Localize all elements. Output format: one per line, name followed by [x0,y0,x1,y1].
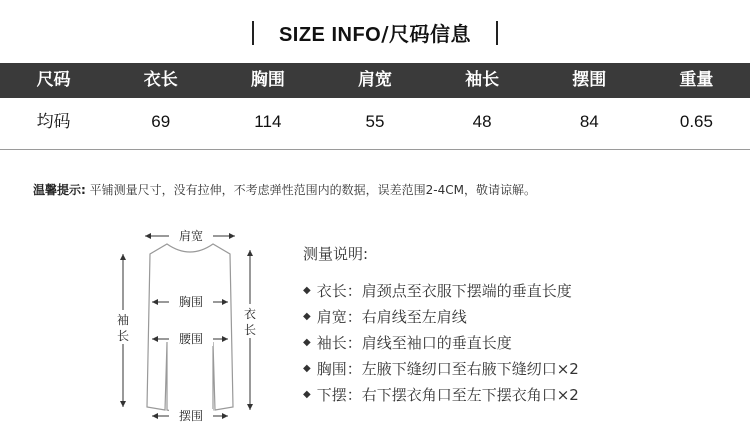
header-cell-chest: 胸围 [250,70,285,90]
tip-text: 平铺测量尺寸，没有拉伸，不考虑弹性范围内的数据，误差范围2-4CM，敬请谅解。 [85,183,536,197]
list-item [303,278,579,304]
tip-note [33,181,536,198]
header-cell-hem: 摆围 [572,70,607,90]
title-en: SIZE INFO [278,24,382,46]
list-item [303,356,579,382]
size-table-header [0,63,750,98]
title-divider-right [496,21,498,45]
title-cn: /尺码信息 [381,22,472,46]
explain-item-hem: 下摆：右下摆衣角口至左下摆衣角口×2 [316,386,579,404]
cell-hem: 84 [579,112,599,131]
label-chest: 胸围 [178,295,204,309]
label-sleeve-2: 长 [116,329,130,343]
cell-size: 均码 [36,112,71,131]
header-cell-weight: 重量 [679,70,714,90]
diamond-bullet-icon: ◆ [303,336,311,348]
list-item [303,382,579,408]
header-cell-size: 尺码 [36,70,71,90]
cell-shoulder: 55 [365,112,385,131]
explain-item-sleeve: 袖长：肩线至袖口的垂直长度 [316,334,512,352]
diamond-bullet-icon: ◆ [303,310,311,322]
header-cell-length: 衣长 [143,70,178,90]
diamond-bullet-icon: ◆ [303,362,311,374]
label-sleeve-1: 袖 [116,313,130,327]
measurement-diagram [105,222,275,427]
header-cell-sleeve: 袖长 [465,70,500,90]
header-cell-shoulder: 肩宽 [357,70,392,90]
explain-item-chest: 胸围：左腋下缝纫口至右腋下缝纫口×2 [316,360,579,378]
measurement-explanation [303,243,579,408]
label-shoulder: 肩宽 [178,229,204,243]
cell-weight: 0.65 [679,112,713,131]
label-length-1: 衣 [243,307,257,321]
list-item [303,304,579,330]
diamond-bullet-icon: ◆ [303,388,311,400]
explain-title: 测量说明: [303,245,369,263]
table-row [0,98,750,150]
explain-item-shoulder: 肩宽：右肩线至左肩线 [316,308,467,326]
title-text [279,18,471,47]
label-waist: 腰围 [178,332,204,346]
tip-label: 温馨提示: [33,183,86,197]
cell-chest: 114 [254,112,282,131]
list-item [303,330,579,356]
title-divider-left [252,21,254,45]
cell-sleeve: 48 [472,112,492,131]
size-table [0,63,750,150]
label-length-2: 长 [243,323,257,337]
explain-item-length: 衣长：肩颈点至衣服下摆端的垂直长度 [316,282,572,300]
explain-list [303,278,579,408]
diamond-bullet-icon: ◆ [303,284,311,296]
cell-length: 69 [151,112,171,131]
garment-outline-icon [147,244,233,413]
section-title [0,18,750,48]
label-hem: 摆围 [178,409,204,423]
